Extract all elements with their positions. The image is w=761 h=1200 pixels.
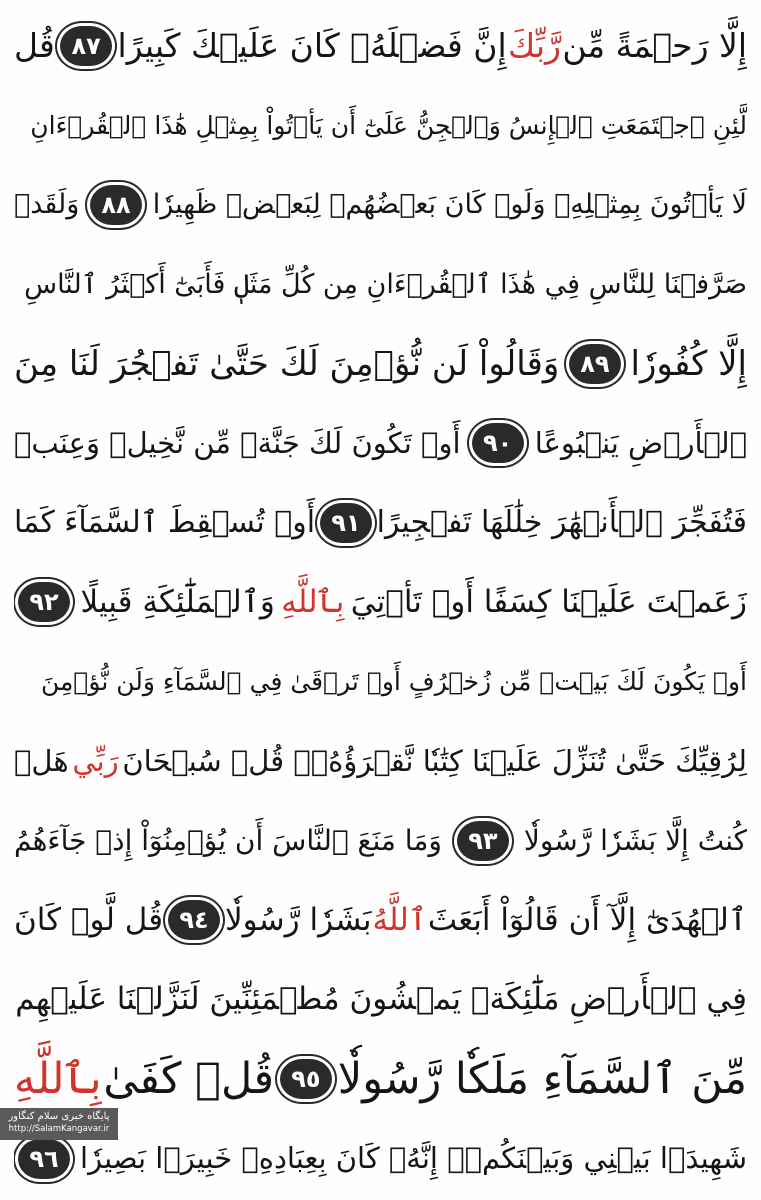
verse-text: إِنَّ فَضۡلَهُۥ كَانَ عَلَيۡكَ كَبِيرًا bbox=[117, 26, 507, 66]
watermark-url: http://SalamKangavar.ir bbox=[8, 1123, 110, 1134]
watermark-badge bbox=[0, 1108, 118, 1140]
text-line bbox=[14, 165, 747, 245]
text-line bbox=[14, 960, 747, 1040]
text-line bbox=[14, 245, 747, 325]
verse-text: إِلَّا كُفُورٗا bbox=[630, 343, 747, 384]
verse-text: قُلۡ كَفَىٰ bbox=[103, 1053, 275, 1104]
verse-text: قُل لَّوۡ كَانَ bbox=[14, 901, 164, 938]
verse-text: فِي ٱلۡأَرۡضِ مَلَٰٓئِكَةٞ يَمۡشُونَ مُطۡمَئِنِّينَ لَنَزَّلۡنَا عَلَيۡهِم bbox=[15, 981, 747, 1018]
verse-text: صَرَّفۡنَا لِلنَّاسِ فِي هَٰذَا ٱلۡقُرۡءَانِ مِن كُلِّ مَثَلٖ فَأَبَىٰٓ أَكۡثَرُ ٱلنَّاسِ bbox=[24, 268, 747, 300]
text-line bbox=[14, 881, 747, 961]
text-line bbox=[14, 6, 747, 86]
ayah-number-marker: ٩٠ bbox=[472, 423, 524, 463]
ayah-number-marker: ٩٣ bbox=[457, 821, 509, 861]
divine-name-text: رَّبِّكَ bbox=[508, 26, 561, 66]
divine-name-text: رَبِّي bbox=[72, 743, 119, 778]
verse-text: قُل bbox=[14, 26, 55, 66]
verse-text: أَوۡ يَكُونَ لَكَ بَيۡتٞ مِّن زُخۡرُفٍ أَوۡ تَرۡقَىٰ فِي ٱلسَّمَآءِ وَلَن نُّؤۡمِنَ bbox=[41, 667, 747, 697]
verse-lines bbox=[14, 6, 747, 1199]
divine-name-text: بِٱللَّهِ bbox=[281, 583, 345, 620]
ayah-number-marker: ٩٥ bbox=[280, 1059, 332, 1099]
verse-text: إِلَّا رَحۡمَةً مِّن bbox=[562, 26, 747, 66]
ayah-number-marker: ٨٩ bbox=[569, 344, 621, 384]
verse-text: هَلۡ bbox=[14, 743, 69, 778]
verse-text: لَا يَأۡتُونَ بِمِثۡلِهِۦ وَلَوۡ كَانَ بَعۡضُهُمۡ لِبَعۡضٖ ظَهِيرٗا bbox=[152, 189, 747, 221]
verse-text: زَعَمۡتَ عَلَيۡنَا كِسَفًا أَوۡ تَأۡتِيَ bbox=[350, 583, 747, 620]
verse-text: لَّئِنِ ٱجۡتَمَعَتِ ٱلۡإِنسُ وَٱلۡجِنُّ عَلَىٰٓ أَن يَأۡتُواْ بِمِثۡلِ هَٰذَا ٱلۡقُرۡءَانِ bbox=[30, 110, 747, 140]
text-line bbox=[14, 1040, 747, 1120]
verse-text: وَلَقَدۡ bbox=[14, 189, 80, 221]
text-line bbox=[14, 642, 747, 722]
divine-name-text: ٱللَّهُ bbox=[372, 901, 427, 938]
text-line bbox=[14, 86, 747, 166]
text-line bbox=[14, 324, 747, 404]
verse-text: لِرُقِيِّكَ حَتَّىٰ تُنَزِّلَ عَلَيۡنَا كِتَٰبٗا نَّقۡرَؤُهُۥۗ قُلۡ سُبۡحَانَ bbox=[122, 743, 747, 778]
text-line bbox=[14, 563, 747, 643]
text-line bbox=[14, 404, 747, 484]
verse-text: ٱلۡأَرۡضِ يَنۢبُوعًا bbox=[534, 425, 747, 460]
ayah-number-marker: ٩٦ bbox=[18, 1139, 70, 1179]
verse-text: وَٱلۡمَلَٰٓئِكَةِ قَبِيلًا bbox=[80, 583, 275, 620]
watermark-title: پایگاه خبری سلام کنگاور bbox=[8, 1111, 110, 1122]
verse-text: وَقَالُواْ لَن نُّؤۡمِنَ لَكَ حَتَّىٰ تَفۡجُرَ لَنَا مِنَ bbox=[14, 343, 560, 384]
ayah-number-marker: ٨٧ bbox=[60, 26, 112, 66]
text-line bbox=[14, 483, 747, 563]
verse-text: أَوۡ تُسۡقِطَ ٱلسَّمَآءَ كَمَا bbox=[14, 504, 316, 540]
verse-text: وَمَا مَنَعَ ٱلنَّاسَ أَن يُؤۡمِنُوٓاْ إِذۡ جَآءَهُمُ bbox=[14, 823, 442, 857]
ayah-number-marker: ٩٢ bbox=[18, 582, 70, 622]
verse-text: مِّنَ ٱلسَّمَآءِ مَلَكٗا رَّسُولٗا bbox=[337, 1053, 747, 1104]
verse-text: كُنتُ إِلَّا بَشَرٗا رَّسُولٗا bbox=[523, 823, 747, 857]
ayah-number-marker: ٩٤ bbox=[168, 900, 220, 940]
verse-text: أَوۡ تَكُونَ لَكَ جَنَّةٞ مِّن نَّخِيلٖ وَعِنَبٖ bbox=[14, 425, 461, 460]
divine-name-text: بِٱللَّهِ bbox=[14, 1053, 102, 1104]
text-line bbox=[14, 1119, 747, 1199]
verse-text: ٱلۡهُدَىٰٓ إِلَّآ أَن قَالُوٓاْ أَبَعَثَ bbox=[427, 901, 747, 938]
text-line bbox=[14, 801, 747, 881]
verse-text: فَتُفَجِّرَ ٱلۡأَنۡهَٰرَ خِلَٰلَهَا تَفۡجِيرًا bbox=[376, 504, 747, 540]
ayah-number-marker: ٨٨ bbox=[90, 185, 142, 225]
text-line bbox=[14, 722, 747, 802]
verse-text: بَشَرٗا رَّسُولٗا bbox=[224, 901, 372, 938]
verse-text: شَهِيدَۢا بَيۡنِي وَبَيۡنَكُمۡۚ إِنَّهُۥ كَانَ بِعِبَادِهِۦ خَبِيرَۢا بَصِيرٗا bbox=[80, 1141, 747, 1176]
ayah-number-marker: ٩١ bbox=[320, 503, 372, 543]
